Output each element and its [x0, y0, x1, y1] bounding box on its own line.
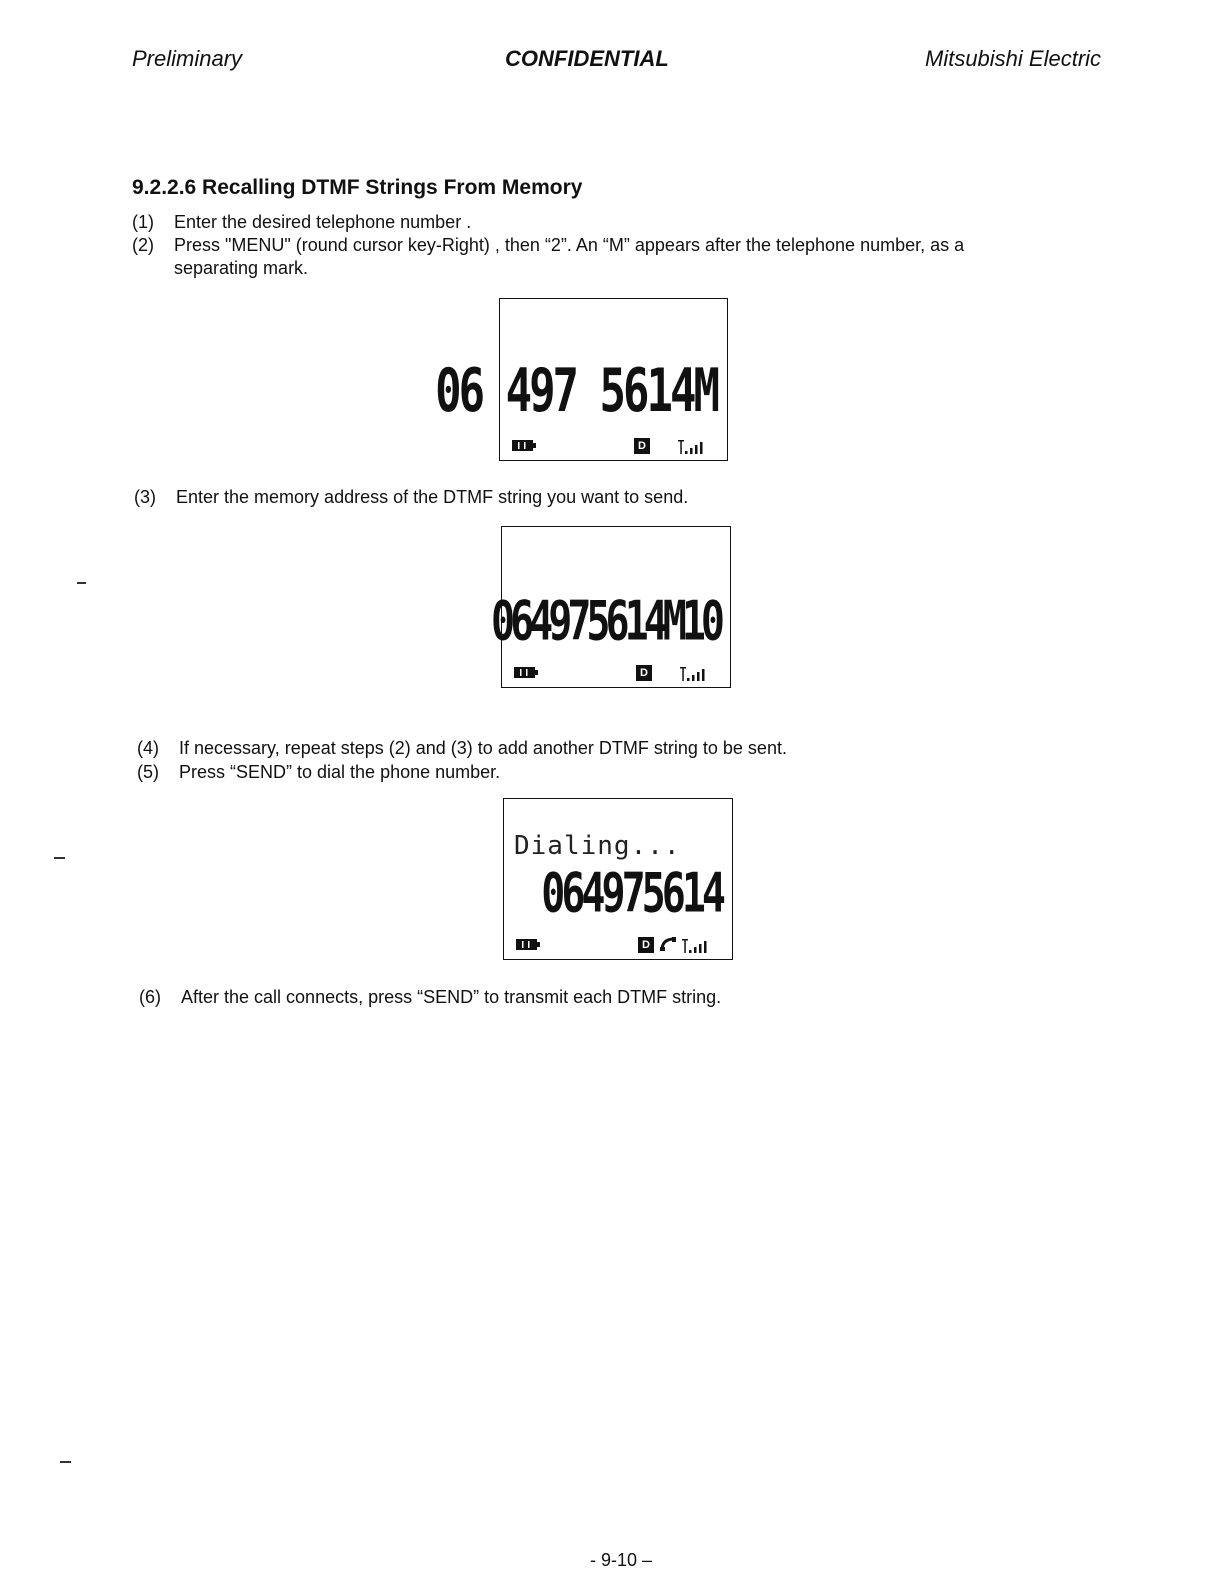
battery-icon [514, 667, 538, 678]
lcd-display-1 [435, 298, 728, 461]
step-text: Enter the memory address of the DTMF string you want to send. [176, 487, 689, 507]
signal-strength-icon [682, 937, 714, 953]
lcd-status-bar [510, 436, 717, 456]
section-title: 9.2.2.6 Recalling DTMF Strings From Memory [132, 176, 583, 199]
lcd-status-bar [512, 663, 720, 683]
header-confidential: CONFIDENTIAL [505, 46, 669, 71]
lcd-status-bar [514, 935, 722, 955]
header-company: Mitsubishi Electric [925, 46, 1102, 71]
step-number: (4) [137, 738, 159, 758]
step-text: If necessary, repeat steps (2) and (3) to add another DTMF string to be sent. [179, 738, 787, 758]
step-number: (3) [134, 487, 156, 507]
step-number: (2) [132, 235, 154, 255]
lcd-number: 064975614M10 [491, 590, 720, 653]
step-text: After the call connects, press “SEND” to transmit each DTMF string. [181, 987, 722, 1007]
lcd-display-2 [491, 526, 731, 688]
lcd-dialing-text: Dialing... [514, 831, 681, 861]
lcd-number: 06 497 5614M [435, 357, 717, 426]
signal-strength-icon [678, 438, 710, 454]
header-preliminary: Preliminary [132, 46, 243, 71]
margin-mark [54, 857, 65, 859]
lcd-number: 064975614 [541, 862, 722, 925]
step-text-continued: separating mark. [174, 258, 309, 278]
battery-icon [512, 440, 536, 451]
margin-mark [77, 582, 86, 584]
lcd-display-3 [503, 798, 733, 960]
call-handset-icon [660, 937, 676, 951]
margin-mark [60, 1461, 71, 1463]
step-number: (1) [132, 212, 154, 232]
page-number: - 9-10 – [590, 1550, 653, 1570]
step-text: Enter the desired telephone number . [174, 212, 472, 232]
data-mode-icon: D [636, 665, 652, 681]
data-mode-icon: D [634, 438, 650, 454]
step-text: Press "MENU" (round cursor key-Right) , then “2”. An “M” appears after the telephone number, as a [174, 235, 965, 255]
step-text: Press “SEND” to dial the phone number. [179, 762, 501, 782]
step-number: (5) [137, 762, 159, 782]
battery-icon [516, 939, 540, 950]
step-number: (6) [139, 987, 161, 1007]
signal-strength-icon [680, 665, 712, 681]
data-mode-icon: D [638, 937, 654, 953]
